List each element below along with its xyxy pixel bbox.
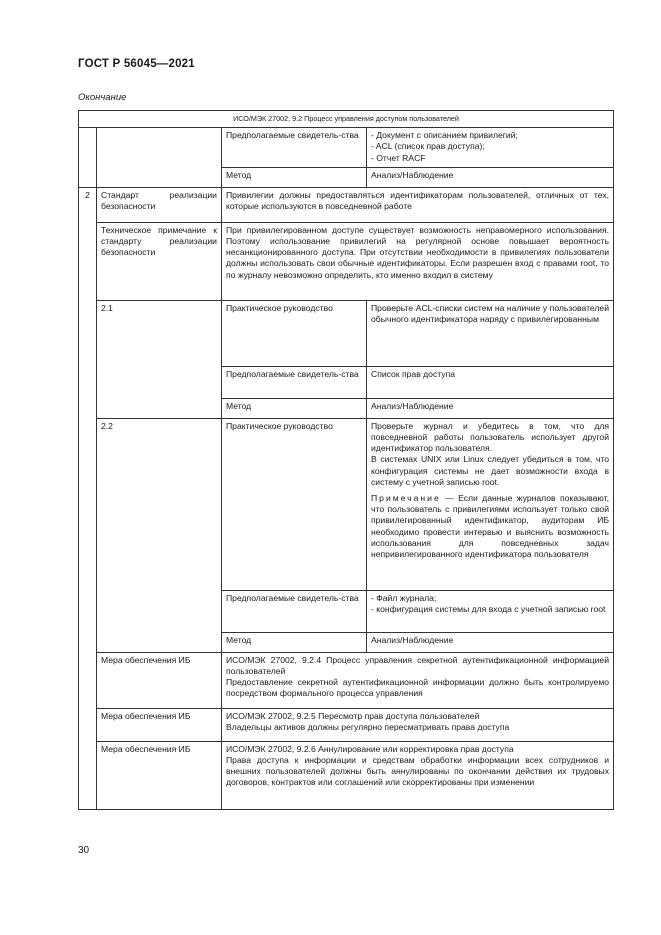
document-standard-header: ГОСТ Р 56045—2021 xyxy=(78,58,195,70)
evidence-label: Предполагаемые свидетель-ства xyxy=(222,590,367,632)
method-label: Метод xyxy=(222,632,367,652)
guide-label: Практическое руководство xyxy=(222,418,367,590)
guide-label: Практическое руководство xyxy=(222,300,367,366)
measure-label: Мера обеспечения ИБ xyxy=(97,741,222,809)
measure-label: Мера обеспечения ИБ xyxy=(97,708,222,741)
table-row xyxy=(79,128,614,168)
evidence-list xyxy=(367,128,614,168)
measure-content xyxy=(222,708,614,741)
table-caption-row xyxy=(79,111,614,128)
row-number: 2 xyxy=(79,187,97,809)
subsection-id: 2.2 xyxy=(97,418,222,652)
list-item: - Документ с описанием привилегий; xyxy=(371,130,518,141)
method-label: Метод xyxy=(222,167,367,187)
guide-text: Проверьте ACL-списки систем на наличие у пользователей обычного идентификатора наряду с привилегированным xyxy=(367,300,614,366)
evidence-text: Список прав доступа xyxy=(367,366,614,398)
tech-note-label: Техническое примечание к стандарту реализации безопасности xyxy=(97,222,222,300)
tech-note-text: При привилегированном доступе существует возможность неправомерного использования. Поэтому использование привилегий на регулярной основе повышает вероятность несанкционированного доступа. При отсутствии необходимости в привилегиях пользователи должны использовать свои обычные идентификаторы. Если разрешен вход с правами root, то по журналу невозможно определить, кто именно входил в систему xyxy=(222,222,614,300)
guide-paragraph: Проверьте журнал и убедитесь в том, что для повседневной работы пользователь использует другой идентификатор пользователя. xyxy=(371,420,610,454)
method-value: Анализ/Наблюдение xyxy=(367,398,614,418)
evidence-label: Предполагаемые свидетель-ства xyxy=(222,128,367,168)
evidence-list xyxy=(367,590,614,632)
measure-label: Мера обеспечения ИБ xyxy=(97,652,222,708)
note-paragraph xyxy=(371,493,609,560)
table-row xyxy=(79,708,614,741)
note-word: Примечание xyxy=(371,493,441,504)
table-row xyxy=(79,222,614,300)
table-caption: ИСО/МЭК 27002, 9.2 Процесс управления доступом пользователей xyxy=(79,111,614,128)
table-row xyxy=(79,300,614,366)
requirements-table xyxy=(78,110,614,810)
table-row xyxy=(79,418,614,590)
list-item: - конфигурация системы для входа с учетной записью root xyxy=(371,604,606,615)
measure-title: ИСО/МЭК 27002, 9.2.6 Аннулирование или корректировка прав доступа xyxy=(226,743,514,754)
table-row xyxy=(79,187,614,222)
measure-title: ИСО/МЭК 27002, 9.2.5 Пересмотр прав доступа пользователей xyxy=(226,710,480,721)
subsection-id: 2.1 xyxy=(97,300,222,418)
standard-text: Привилегии должны предоставляться идентификаторам пользователей, отличных от тех, которые используются в повседневной работе xyxy=(222,187,614,222)
measure-text: Владельцы активов должны регулярно пересматривать права доступа xyxy=(226,722,510,733)
list-item: - Отчет RACF xyxy=(371,152,426,163)
note-text: — Если данные журналов показывают, что пользователь с привилегиями использует только свой привилегированный идентификатор, аудиторам ИБ необходимо провести интервью и выяснить возможность использования для повседневных задач непривилегированного идентификатора пользователя xyxy=(371,493,610,560)
table-row xyxy=(79,652,614,708)
evidence-label: Предполагаемые свидетель-ства xyxy=(222,366,367,398)
guide-text-cell xyxy=(367,418,614,590)
page-number: 30 xyxy=(78,845,90,856)
method-value: Анализ/Наблюдение xyxy=(367,632,614,652)
method-label: Метод xyxy=(222,398,367,418)
measure-content xyxy=(222,652,614,708)
measure-title: ИСО/МЭК 27002, 9.2.4 Процесс управления секретной аутентификационной информацией пользователей xyxy=(226,654,610,677)
method-value: Анализ/Наблюдение xyxy=(367,167,614,187)
guide-paragraph: В системах UNIX или Linux следует убедиться в том, что конфигурация системы не дает возможности входа в систему с учетной записью root. xyxy=(371,454,610,487)
measure-text: Предоставление секретной аутентификационной информации должно быть контролируемо посредством формального процесса управления xyxy=(226,677,610,699)
continuation-label: Окончание xyxy=(78,92,127,103)
measure-text: Права доступа к информации и средствам обработки информации всех сотрудников и внешних пользователей должны быть аннулированы по окончании действия их трудовых договоров, контрактов или соглашений или скорректированы при изменении xyxy=(226,755,610,788)
measure-content xyxy=(222,741,614,809)
list-item: - ACL (список прав доступа); xyxy=(371,141,485,152)
standard-label: Стандарт реализации безопасности xyxy=(97,187,222,222)
table-row xyxy=(79,741,614,809)
list-item: - Файл журнала; xyxy=(371,592,437,603)
